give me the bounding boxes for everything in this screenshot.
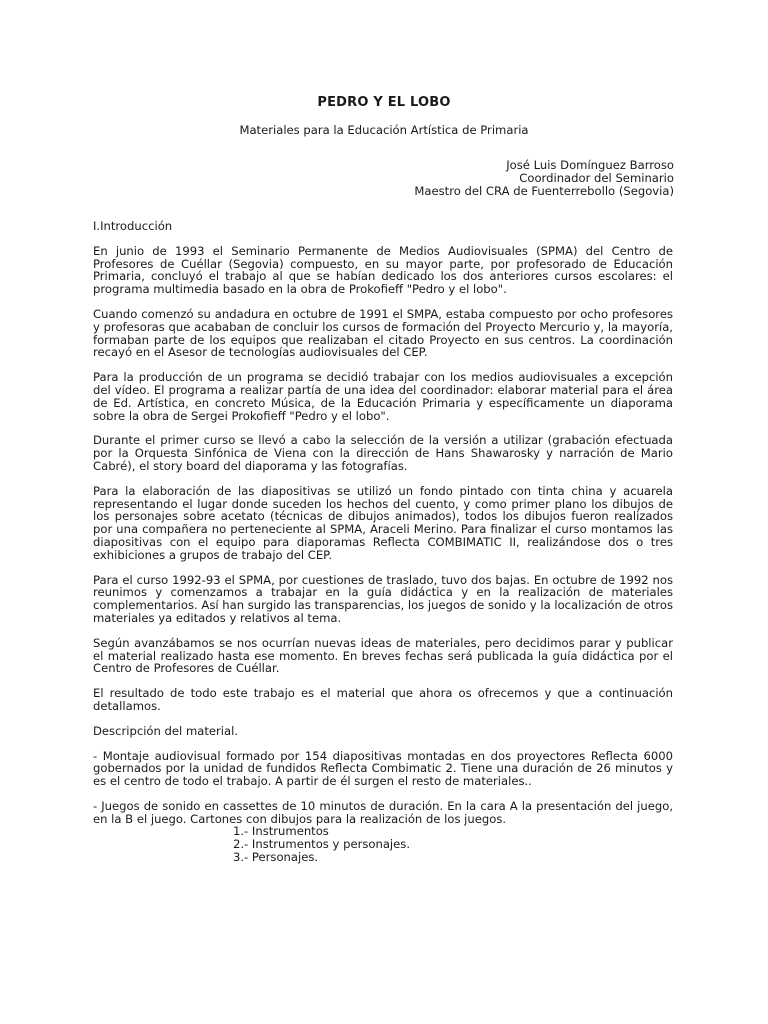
author-affiliation: Maestro del CRA de Fuenterrebollo (Segovia) bbox=[414, 183, 674, 198]
document-body bbox=[93, 220, 673, 864]
paragraph: - Juegos de sonido en cassettes de 10 minutos de duración. En la cara A la presentación del juego, en la B el juego. Cartones con dibujos para la realización de los juegos. bbox=[93, 798, 673, 826]
paragraph: Cuando comenzó su andadura en octubre de 1991 el SMPA, estaba compuesto por ocho profesores y profesoras que acababan de concluir los cursos de formación del Proyecto Mercurio y, la mayoría, formaban parte de los equipos que realizaban el citado Proyecto en sus centros. La coordinación recayó en el Asesor de tecnologías audiovisuales del CEP. bbox=[93, 306, 673, 360]
paragraph: Para la elaboración de las diapositivas se utilizó un fondo pintado con tinta china y acuarela representando el lugar donde suceden los hechos del cuento, y como primer plano los dibujos de los personajes sobre acetato (técnicas de dibujos animados), todos los dibujos fueron realizados por una compañera no perteneciente al SPMA, Araceli Merino. Para finalizar el curso montamos las diapositivas con el equipo para diaporamas Reflecta COMBIMATIC II, realizándose dos o tres exhibiciones a grupos de trabajo del CEP. bbox=[93, 483, 673, 562]
paragraph: Para la producción de un programa se decidió trabajar con los medios audiovisuales a excepción del vídeo. El programa a realizar partía de una idea del coordinador: elaborar material para el área de Ed. Artística, en concreto Música, de la Educación Primaria y específicamente un diaporama sobre la obra de Sergei Prokofieff "Pedro y el lobo". bbox=[93, 370, 673, 423]
paragraph: - Montaje audiovisual formado por 154 diapositivas montadas en dos proyectores Reflecta 6000 gobernados por la unidad de fundidos Reflecta Combimatic 2. Tiene una duración de 26 minutos y es el centro de todo el trabajo. A partir de él surgen el resto de materiales.. bbox=[93, 748, 673, 789]
document-subtitle: Materiales para la Educación Artística de Primaria bbox=[239, 123, 529, 137]
paragraph: En junio de 1993 el Seminario Permanente de Medios Audiovisuales (SPMA) del Centro de Profesores de Cuéllar (Segovia) compuesto, en su mayor parte, por profesorado de Educación Primaria, concluyó el trabajo al que se habían dedicado los dos anteriores cursos escolares: el programa multimedia basado en la obra de Prokofieff "Pedro y el lobo". bbox=[93, 243, 673, 297]
document-title: PEDRO Y EL LOBO bbox=[317, 95, 451, 110]
author-role: Coordinador del Seminario bbox=[519, 170, 674, 185]
list-item: 3.- Personajes. bbox=[233, 850, 319, 865]
paragraph: Según avanzábamos se nos ocurrían nuevas ideas de materiales, pero decidimos parar y publicar el material realizado hasta ese momento. En breves fechas será publicada la guía didáctica por el Centro de Profesores de Cuéllar. bbox=[93, 635, 673, 676]
paragraph: Durante el primer curso se llevó a cabo la selección de la versión a utilizar (grabación efectuada por la Orquesta Sinfónica de Viena con la dirección de Hans Shawarosky y narración de Mario Cabré), el story board del diaporama y las fotografías. bbox=[93, 433, 673, 473]
section-heading: I.Introducción bbox=[93, 219, 173, 233]
paragraph: El resultado de todo este trabajo es el material que ahora os ofrecemos y que a continuación detallamos. bbox=[93, 686, 673, 713]
list-item: 2.- Instrumentos y personajes. bbox=[233, 837, 411, 852]
paragraph: Descripción del material. bbox=[93, 723, 239, 738]
list-item: 1.- Instrumentos bbox=[233, 824, 329, 839]
author-block bbox=[414, 159, 674, 197]
author-name: José Luis Domínguez Barroso bbox=[506, 158, 674, 172]
paragraph: Para el curso 1992-93 el SPMA, por cuestiones de traslado, tuvo dos bajas. En octubre de 1992 nos reunimos y comenzamos a trabajar en la guía didáctica y en la realización de materiales complementarios. Así han surgido las transparencias, los juegos de sonido y la localización de otros materiales ya editados y relativos al tema. bbox=[93, 572, 673, 625]
game-list bbox=[93, 825, 673, 863]
